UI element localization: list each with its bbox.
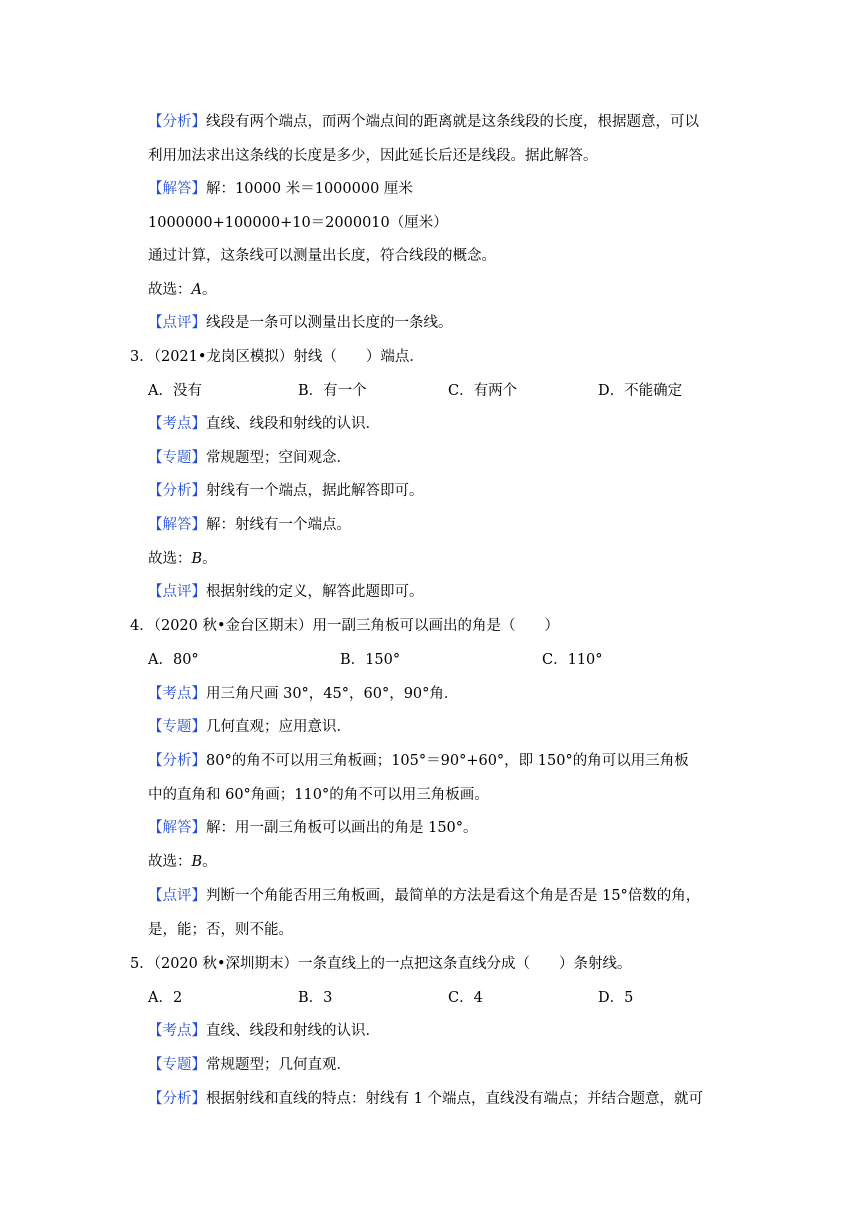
q5-analysis — [148, 1089, 703, 1109]
q4-choose-prefix: 故选： — [148, 854, 192, 870]
q4-analysis-2: 中的直角和 60°角画；110°的角不可以用三角板画。 — [148, 787, 489, 803]
q4-option-b: B．150° — [340, 652, 401, 668]
q4-answer-tag: 【解答】 — [148, 820, 206, 836]
q4-zhuanti-tag: 【专题】 — [148, 719, 206, 735]
comment-line — [148, 313, 453, 333]
q3-kaodian — [148, 414, 380, 434]
q3-choose-prefix: 故选： — [148, 551, 192, 567]
analysis-tag: 【分析】 — [148, 114, 206, 130]
q4-choose-letter: B — [191, 854, 203, 870]
q4-comment-text: 判断一个角能否用三角板画，最简单的方法是看这个角是否是 15°倍数的角， — [206, 888, 701, 904]
q3-option-c: C．有两个 — [448, 383, 518, 399]
comment-tag: 【点评】 — [148, 315, 206, 331]
q4-comment-1 — [148, 886, 700, 906]
q3-answer-text: 解：射线有一个端点。 — [206, 517, 351, 533]
q4-kaodian — [148, 684, 458, 704]
q5-kaodian-text: 直线、线段和射线的认识． — [206, 1023, 380, 1039]
q4-options — [148, 650, 788, 670]
q3-kaodian-text: 直线、线段和射线的认识． — [206, 416, 380, 432]
q4-zhuanti — [148, 717, 351, 737]
q3-choose — [148, 549, 217, 569]
q5-zhuanti — [148, 1055, 351, 1075]
q4-zhuanti-text: 几何直观；应用意识． — [206, 719, 351, 735]
q3-zhuanti — [148, 448, 351, 468]
q5-options — [148, 988, 788, 1008]
q3-comment — [148, 582, 424, 602]
q5-zhuanti-text: 常规题型；几何直观． — [206, 1057, 351, 1073]
q5-kaodian — [148, 1021, 380, 1041]
q3-choose-suffix: 。 — [202, 551, 217, 567]
q3-options — [148, 381, 788, 401]
q3-analysis-tag: 【分析】 — [148, 483, 206, 499]
choose-suffix: 。 — [201, 282, 217, 298]
analysis-line-1 — [148, 112, 699, 132]
answer-line-1 — [148, 179, 413, 199]
q3-choose-letter: B — [191, 551, 203, 567]
q5-option-d: D．5 — [598, 990, 634, 1006]
q4-option-a: A．80° — [148, 652, 199, 668]
answer-line-3: 通过计算，这条线可以测量出长度，符合线段的概念。 — [148, 248, 496, 264]
q3-option-b: B．有一个 — [298, 383, 367, 399]
q3-option-a: A．没有 — [148, 383, 202, 399]
q4-comment-2: 是，能；否，则不能。 — [148, 922, 293, 938]
q4-comment-tag: 【点评】 — [148, 888, 206, 904]
q5-kaodian-tag: 【考点】 — [148, 1023, 206, 1039]
q4-analysis-tag: 【分析】 — [148, 753, 206, 769]
q4-analysis-text: 80°的角不可以用三角板画；105°＝90°+60°，即 150°的角可以用三角板 — [206, 753, 689, 769]
choose-letter: A — [191, 282, 202, 298]
answer-text: 解：10000 米＝1000000 厘米 — [206, 181, 413, 197]
q3-analysis-text: 射线有一个端点，据此解答即可。 — [206, 483, 424, 499]
q4-stem: 4．（2020 秋•金台区期末）用一副三角板可以画出的角是（ ） — [130, 618, 560, 634]
q5-option-a: A．2 — [148, 990, 183, 1006]
q3-comment-text: 根据射线的定义，解答此题即可。 — [206, 584, 424, 600]
q3-answer — [148, 515, 351, 535]
q4-answer-text: 解：用一副三角板可以画出的角是 150°。 — [206, 820, 478, 836]
choose-line — [148, 280, 216, 300]
answer-tag: 【解答】 — [148, 181, 206, 197]
q4-answer — [148, 818, 478, 838]
q5-zhuanti-tag: 【专题】 — [148, 1057, 206, 1073]
q4-choose-suffix: 。 — [202, 854, 217, 870]
q5-analysis-text: 根据射线和直线的特点：射线有 1 个端点，直线没有端点；并结合题意，就可 — [206, 1091, 703, 1107]
q3-stem: 3．（2021•龙岗区模拟）射线（ ）端点． — [130, 349, 424, 365]
q4-choose — [148, 852, 217, 872]
q4-option-c: C．110° — [542, 652, 603, 668]
q4-analysis-1 — [148, 751, 689, 771]
q3-zhuanti-tag: 【专题】 — [148, 450, 206, 466]
q5-option-c: C．4 — [448, 990, 483, 1006]
q3-zhuanti-text: 常规题型；空间观念． — [206, 450, 351, 466]
analysis-line-2: 利用加法求出这条线的长度是多少，因此延长后还是线段。据此解答。 — [148, 148, 598, 164]
q3-answer-tag: 【解答】 — [148, 517, 206, 533]
answer-line-2: 1000000+100000+10＝2000010（厘米） — [148, 215, 448, 231]
q3-kaodian-tag: 【考点】 — [148, 416, 206, 432]
q5-stem: 5．（2020 秋•深圳期末）一条直线上的一点把这条直线分成（ ）条射线。 — [130, 956, 632, 972]
q3-analysis — [148, 481, 424, 501]
q4-kaodian-text: 用三角尺画 30°，45°，60°，90°角． — [206, 686, 459, 702]
q3-comment-tag: 【点评】 — [148, 584, 206, 600]
q4-kaodian-tag: 【考点】 — [148, 686, 206, 702]
q5-option-b: B．3 — [298, 990, 333, 1006]
choose-prefix: 故选： — [148, 282, 192, 298]
analysis-text: 线段有两个端点，而两个端点间的距离就是这条线段的长度，根据题意，可以 — [206, 114, 699, 130]
q5-analysis-tag: 【分析】 — [148, 1091, 206, 1107]
comment-text: 线段是一条可以测量出长度的一条线。 — [206, 315, 453, 331]
q3-option-d: D．不能确定 — [598, 383, 683, 399]
